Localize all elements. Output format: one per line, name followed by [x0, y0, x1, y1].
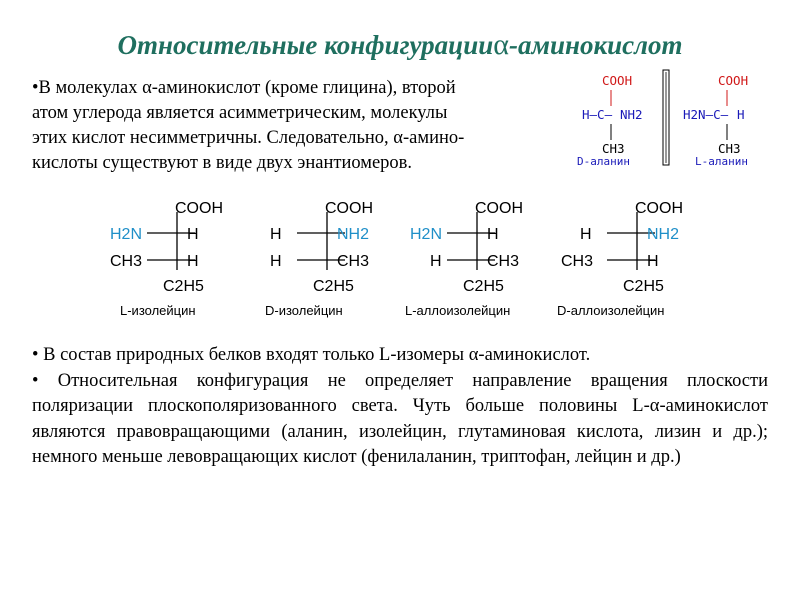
h-text: H [270, 253, 282, 270]
h-text: H [270, 226, 282, 243]
c2h5-text: C2H5 [623, 278, 664, 295]
c2h5-text: C2H5 [313, 278, 354, 295]
isomer-label: L-изолейцин [120, 303, 196, 318]
title-text: Относительные конфигурации [117, 30, 494, 60]
ch3-text: CH3 [110, 253, 143, 270]
isomer-d-isoleucine [265, 200, 373, 318]
intro-line: атом углерода является асимметрическим, молекулы [32, 103, 448, 123]
d-alanine-cooh: COOH [602, 73, 633, 88]
bottom-text [32, 343, 768, 471]
d-alanine-left: H–C– [582, 107, 613, 122]
h-text: H [187, 253, 199, 270]
bullet-l-isomers: • В состав природных белков входят только L-изомеры α-аминокислот. [32, 345, 591, 365]
bullet-rotation: • Относительная конфигурация не определяет направление вращения плоскости поляризации плоскополяризованного света. Чуть больше половины L-α-аминокислот являются правовращающими (аланин, изолейцин, глутаминовая кислота, лизин и др.); немного меньше левовращающих кислот (фенилаланин, триптофан, лейцин и др.) [32, 370, 768, 467]
d-alanine-ch3: CH3 [602, 141, 625, 156]
cooh-text: COOH [475, 200, 523, 217]
title-suffix: -аминокислот [508, 30, 683, 60]
isomer-label: D-аллоизолейцин [557, 303, 665, 318]
alanine-structures [565, 64, 795, 179]
ch3-text: CH3 [487, 253, 520, 270]
l-alanine-h: H [737, 107, 745, 122]
c2h5-text: C2H5 [163, 278, 204, 295]
intro-line: этих кислот несимметричны. Следовательно, α-амино- [32, 128, 465, 148]
h-text: H [647, 253, 659, 270]
l-alanine-ch3: CH3 [718, 141, 741, 156]
h2n-text: H2N [110, 226, 143, 243]
ch3-text: CH3 [337, 253, 370, 270]
c2h5-text: C2H5 [463, 278, 504, 295]
title-alpha: α [493, 28, 509, 61]
h2n-text: H2N [410, 226, 443, 243]
h-text: H [580, 226, 592, 243]
l-alanine-left: H2N–C– [683, 107, 729, 122]
intro-line: •В молекулах α-аминокислот (кроме глицина), второй [32, 78, 456, 98]
cooh-text: COOH [175, 200, 223, 217]
isomer-d-alloisoleucine [557, 200, 683, 318]
isomer-l-isoleucine [110, 200, 223, 318]
h-text: H [430, 253, 442, 270]
isomer-label: L-аллоизолейцин [405, 303, 511, 318]
isoleucine-structures [95, 190, 715, 325]
h-text: H [187, 226, 199, 243]
d-alanine-label: D-аланин [577, 155, 630, 168]
intro-line: кислоты существуют в виде двух энантиомеров. [32, 153, 413, 173]
cooh-text: COOH [635, 200, 683, 217]
isomer-label: D-изолейцин [265, 303, 343, 318]
intro-paragraph [32, 76, 562, 176]
slide-title [0, 28, 800, 62]
h-text: H [487, 226, 499, 243]
d-alanine-nh2: NH2 [620, 107, 643, 122]
isomer-l-alloisoleucine [405, 200, 523, 318]
nh2-text: NH2 [337, 226, 370, 243]
l-alanine-label: L-аланин [695, 155, 748, 168]
cooh-text: COOH [325, 200, 373, 217]
nh2-text: NH2 [647, 226, 680, 243]
l-alanine-cooh: COOH [718, 73, 749, 88]
ch3-text: CH3 [561, 253, 594, 270]
